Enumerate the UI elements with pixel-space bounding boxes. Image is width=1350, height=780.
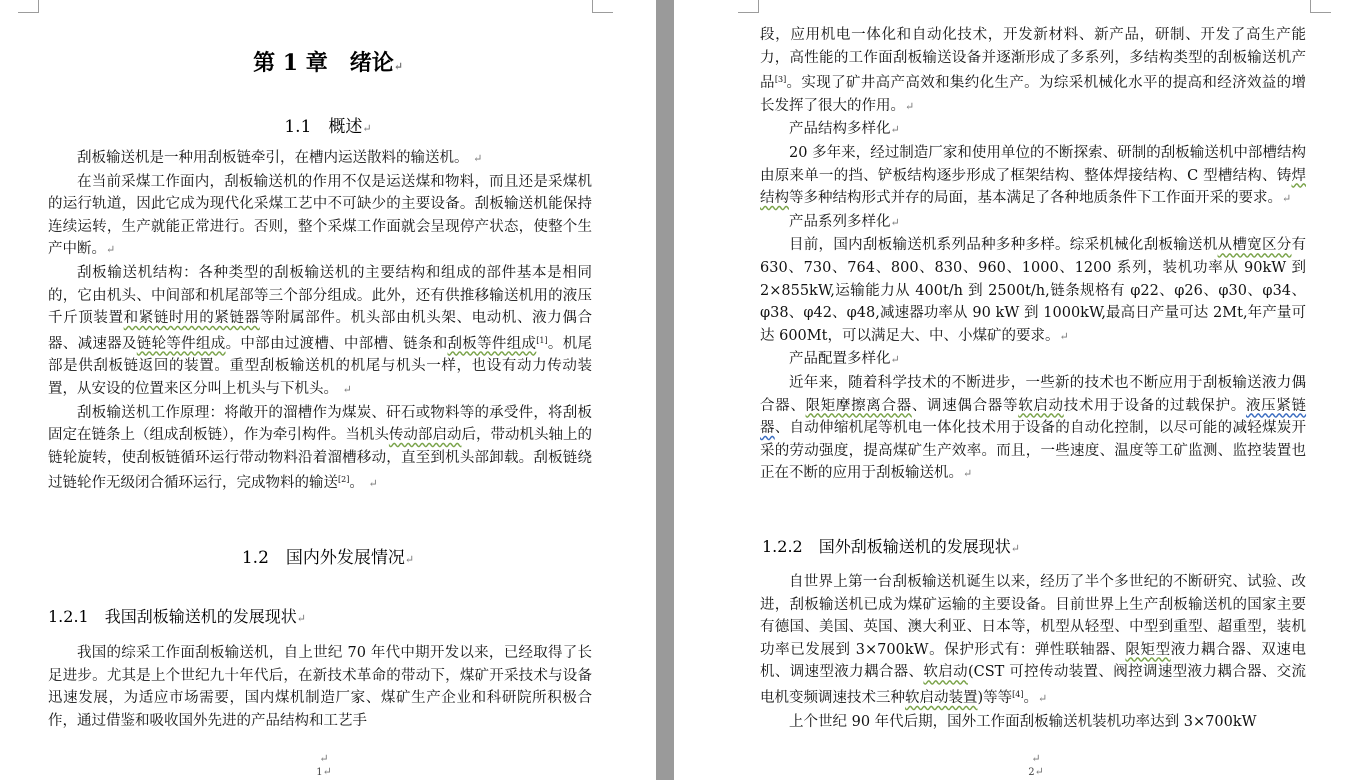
paragraph: 20 多年来，经过制造厂家和使用单位的不断探索、研制的刮板输送机中部槽结构由原来单一的挡、铲板结构逐步形成了框架结构、整体焊接结构、C 型槽结构、铸焊结构等多种结构形式并存的局面，基本满足了各种地质条件下工作面开采的要求。↵	[760, 144, 1306, 207]
page-number: ↵ 1↵	[316, 752, 332, 778]
subheading-config: 产品配置多样化↵	[789, 351, 900, 368]
paragraph: 上个世纪 90 年代后期，国外工作面刮板输送机装机功率达到 3×700kW	[789, 713, 1257, 730]
chapter-title: 第 1 章 绪论↵	[253, 50, 403, 76]
section-heading-1-2: 1.2 国内外发展情况↵	[241, 548, 415, 568]
paragraph: 在当前采煤工作面内，刮板输送机的作用不仅是运送煤和物料，而且还是采煤机的运行轨道，因此它成为现代化采煤工艺中不可缺少的主要设备。刮板输送机能保持连续运转，生产就能正常进行。否则，整个采煤工作面就会呈现停产状态，使整个生产中断。↵	[48, 173, 592, 258]
paragraph: 段，应用机电一体化和自动化技术，开发新材料、新产品，研制、开发了高生产能力，高性能的工作面刮板输送设备并逐渐形成了多系列，多结构类型的刮板输送机产品[3]。实现了矿井高产高效和集约化生产。为综采机械化水平的提高和经济效益的增长发挥了很大的作用。↵	[760, 27, 1307, 114]
margin-corner-mark	[1310, 0, 1331, 13]
subheading-series: 产品系列多样化↵	[789, 213, 900, 230]
section-heading-1-2-2: 1.2.2 国外刮板输送机的发展现状↵	[762, 537, 1020, 556]
margin-corner-mark	[592, 0, 613, 13]
paragraph: 刮板输送机是一种用刮板链牵引，在槽内运送散料的输送机。 ↵	[77, 150, 483, 166]
citation-ref: [2]	[338, 475, 350, 485]
section-heading-1-2-1: 1.2.1 我国刮板输送机的发展现状↵	[48, 607, 306, 626]
citation-ref: [3]	[774, 75, 787, 85]
paragraph: 目前，国内刮板输送机系列品种多种多样。综采机械化刮板输送机从槽宽区分有 630、730、764、800、830、960、1000、1200 系列，装机功率从 90kW 到 2×855kW,运输能力从 400t/h 到 2500t/h,链条规格有 φ22、φ26、φ30、φ34、φ38、φ42、φ48,减速器功率从 90 kW 到 1000kW,最高日产量可达 2Mt,年产量可达 600Mt，可以满足大、中、小煤矿的要求。↵	[760, 237, 1307, 344]
page-number: ↵ 2↵	[1028, 752, 1044, 778]
body-text-block	[760, 571, 1306, 733]
section-heading-1-1: 1.1 概述↵	[284, 117, 372, 137]
paragraph: 自世界上第一台刮板输送机诞生以来，经历了半个多世纪的不断研究、试验、改进，刮板输送机已成为煤矿运输的主要设备。目前世界上生产刮板输送机的国家主要有德国、美国、英国、澳大利亚、日本等，机型从轻型、中型到重型、超重型，装机功率已发展到 3×700kW。保护形式有：弹性联轴器、限矩型液力耦合器、双速电机、调速型液力耦合器、软启动(CST 可控传动装置、阀控调速型液力耦合器、交流电机变频调速技术三种软启动装置)等等[4]。↵	[760, 574, 1307, 706]
page-gap	[656, 0, 674, 780]
citation-ref: [4]	[1012, 689, 1024, 699]
subheading-structure: 产品结构多样化↵	[789, 121, 900, 138]
paragraph: 刮板输送机工作原理：将敞开的溜槽作为煤炭、矸石或物料等的承受件，将刮板固定在链条上（组成刮板链），作为牵引构件。当机头传动部启动后，带动机头轴上的链轮旋转，使刮板链循环运行带动物料沿着溜槽移动，直至到机头部卸载。刮板链绕过链轮作无级闭合循环运行，完成物料的输送[2]。 ↵	[48, 404, 593, 492]
paragraph: 近年来，随着科学技术的不断进步，一些新的技术也不断应用于刮板输送液力偶合器、限矩摩擦离合器、调速偶合器等软启动技术用于设备的过载保护。液压紧链器、自动伸缩机尾等机电一体化技术用于设备的自动化控制，以尽可能的减轻煤炭开采的劳动强度，提高煤矿生产效率。而且，一些速度、温度等工矿监测、监控装置也正在不断的应用于刮板输送机。↵	[760, 374, 1307, 482]
body-text-block	[48, 642, 592, 732]
body-text-block	[760, 24, 1306, 486]
citation-ref: [1]	[536, 335, 548, 345]
body-text-block	[48, 147, 592, 496]
margin-corner-mark	[738, 0, 759, 13]
document-page-1	[0, 0, 656, 780]
paragraph: 我国的综采工作面刮板输送机，自上世纪 70 年代中期开发以来，已经取得了长足进步。尤其是上个世纪九十年代后，在新技术革命的带动下，煤矿开采技术与设备迅速发展，为适应市场需要，国内煤机制造厂家、煤矿生产企业和科研院所积极合作，通过借鉴和吸收国外先进的产品结构和工艺手	[48, 645, 592, 729]
margin-corner-mark	[18, 0, 39, 13]
paragraph: 刮板输送机结构：各种类型的刮板输送机的主要结构和组成的部件基本是相同的，它由机头、中间部和机尾部等三个部分组成。此外，还有供推移输送机用的液压千斤顶装置和紧链时用的紧链器等附属部件。机头部由机头架、电动机、液力偶合器、减速器及链轮等件组成。中部由过渡槽、中部槽、链条和刮板等件组成[1]。机尾部是供刮板链返回的装置。重型刮板输送机的机尾与机头一样，也设有动力传动装置，从安设的位置来区分叫上机头与下机头。 ↵	[48, 264, 593, 397]
